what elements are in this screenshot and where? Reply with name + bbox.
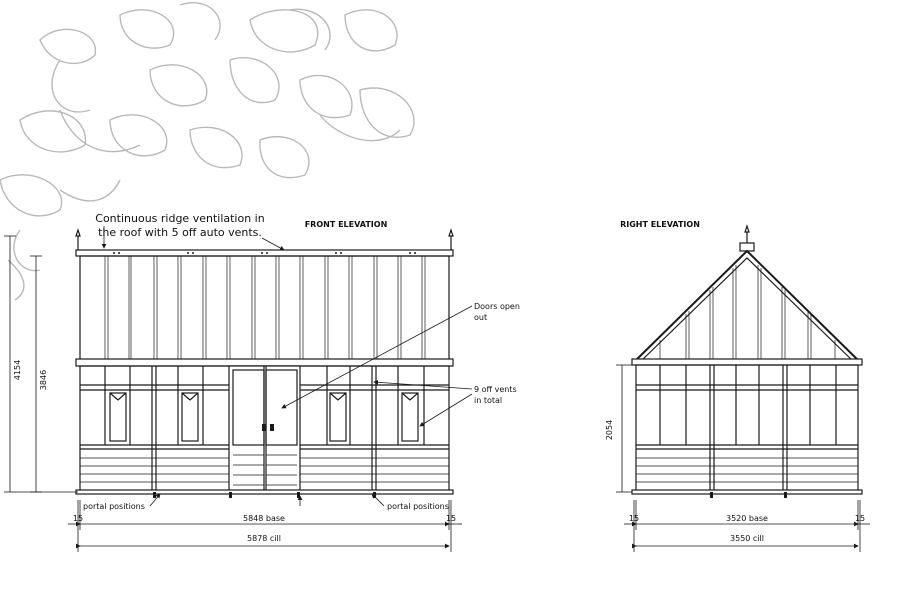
front-overall-height-label: 4154 — [13, 359, 22, 381]
front-eaves-height-label: 3846 — [39, 369, 48, 391]
front-right-offset-label: 15 — [445, 514, 457, 523]
front-cill-label: 5878 cill — [247, 534, 281, 543]
vents-note-line1: 9 off vents — [474, 385, 517, 394]
portal-positions-left-label: portal positions — [83, 502, 145, 511]
ridge-ventilation-note-line2: the roof with 5 off auto vents. — [98, 226, 262, 239]
front-base-label: 5848 base — [243, 514, 285, 523]
ridge-ventilation-note-line1: Continuous ridge ventilation in — [95, 212, 265, 225]
right-left-offset-label: 15 — [628, 514, 640, 523]
ridge-leader-right — [262, 238, 284, 250]
front-elevation — [76, 230, 453, 498]
portal-positions-right-label: portal positions — [387, 502, 449, 511]
front-elevation-title: FRONT ELEVATION — [304, 220, 388, 229]
doors-note-line1: Doors open — [474, 302, 520, 311]
front-left-offset-label: 15 — [72, 514, 84, 523]
right-width-dimensions — [624, 500, 870, 552]
right-right-offset-label: 15 — [854, 514, 866, 523]
portal-leader-right — [372, 494, 384, 506]
right-height-dimension — [616, 365, 632, 492]
right-elevation — [632, 226, 862, 498]
right-base-label: 3520 base — [726, 514, 768, 523]
right-elevation-title: RIGHT ELEVATION — [620, 220, 700, 229]
vents-leader-lower — [420, 394, 472, 426]
doors-note-line2: out — [474, 313, 488, 322]
vents-note-line2: in total — [474, 396, 503, 405]
right-side-height-label: 2054 — [605, 419, 614, 441]
right-cill-label: 3550 cill — [730, 534, 764, 543]
